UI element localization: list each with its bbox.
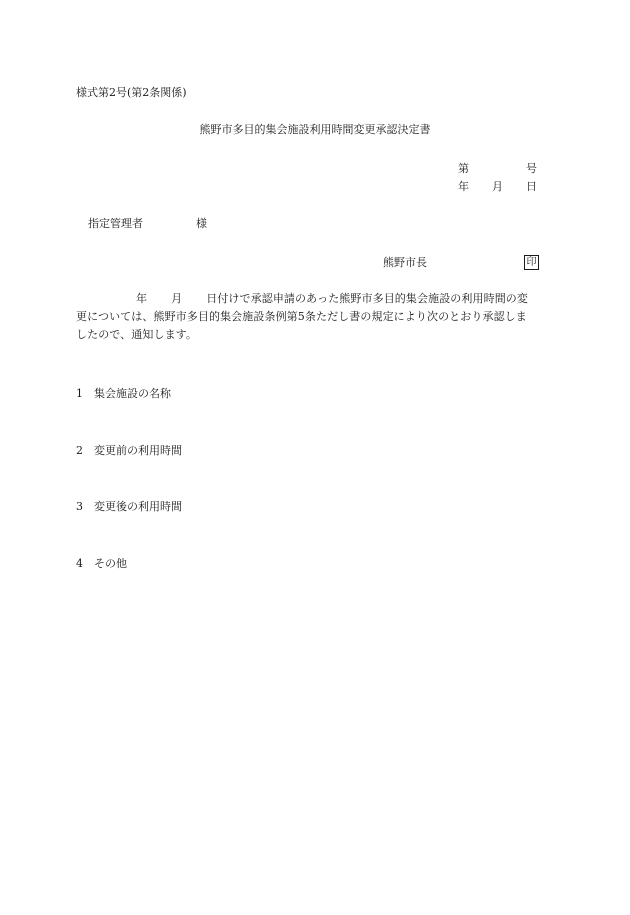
date-year: 年 bbox=[458, 180, 469, 193]
item-label: 集会施設の名称 bbox=[94, 387, 171, 400]
document-number bbox=[458, 162, 536, 176]
item-number: 3 bbox=[76, 500, 83, 513]
body-line-2: 更については、熊野市多目的集会施設条例第5条ただし書の規定により次のとおり承認しま bbox=[76, 310, 527, 323]
item-number: 4 bbox=[76, 557, 83, 570]
list-item bbox=[76, 500, 182, 514]
issue-date bbox=[458, 180, 536, 194]
document-title: 熊野市多目的集会施設利用時間変更承認決定書 bbox=[199, 123, 431, 136]
addressee bbox=[88, 217, 207, 231]
date-month: 月 bbox=[492, 180, 503, 193]
seal-mark: 印 bbox=[524, 255, 539, 270]
body-month: 月 bbox=[171, 292, 183, 305]
item-label: 変更後の利用時間 bbox=[94, 500, 182, 513]
sender bbox=[383, 255, 539, 270]
issuer-name: 熊野市長 bbox=[383, 255, 427, 269]
addressee-honorific: 様 bbox=[196, 217, 207, 230]
number-suffix: 号 bbox=[526, 162, 537, 175]
addressee-title: 指定管理者 bbox=[88, 217, 143, 230]
list-item bbox=[76, 557, 127, 571]
list-item bbox=[76, 387, 171, 401]
item-number: 1 bbox=[76, 387, 83, 400]
number-prefix: 第 bbox=[458, 162, 469, 175]
body-year: 年 bbox=[136, 292, 148, 305]
body-line-1 bbox=[76, 290, 556, 308]
form-number: 様式第2号(第2条関係) bbox=[76, 86, 187, 99]
body-line-3: したので、通知します。 bbox=[76, 328, 197, 341]
list-item bbox=[76, 444, 182, 458]
body-paragraph bbox=[76, 290, 556, 344]
item-number: 2 bbox=[76, 444, 83, 457]
item-label: その他 bbox=[94, 557, 127, 570]
item-label: 変更前の利用時間 bbox=[94, 444, 182, 457]
body-line-1-text: 日付けで承認申請のあった熊野市多目的集会施設の利用時間の変 bbox=[206, 292, 529, 305]
date-day: 日 bbox=[526, 180, 537, 193]
